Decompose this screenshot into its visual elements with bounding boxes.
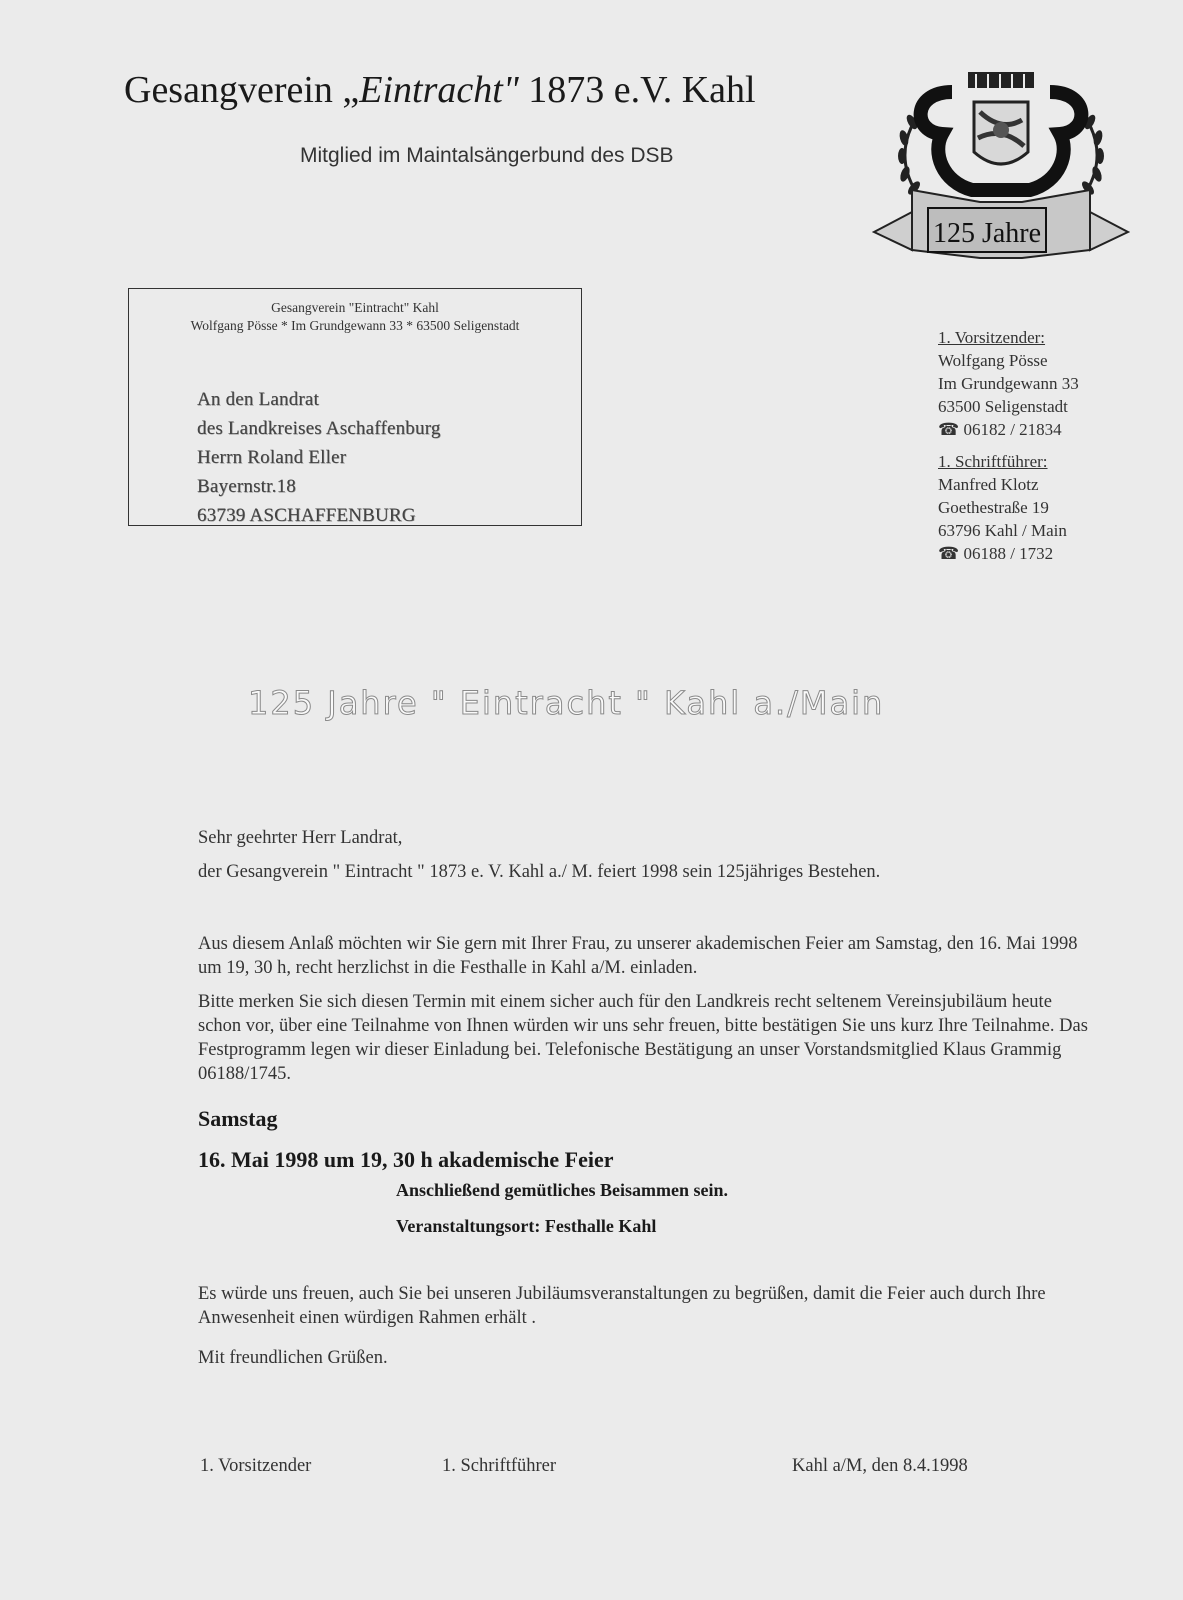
letterhead-title bbox=[124, 68, 756, 112]
chair-phone: 06182 / 21834 bbox=[963, 420, 1062, 439]
recipient-line: Bayernstr.18 bbox=[197, 476, 296, 497]
sender-line-1: Gesangverein "Eintracht" Kahl bbox=[271, 300, 439, 315]
title-italic-name: Eintracht" bbox=[359, 69, 519, 111]
phone-icon: ☎ bbox=[938, 420, 960, 439]
signature-chair: 1. Vorsitzender bbox=[200, 1456, 312, 1476]
letterhead-subtitle: Mitglied im Maintalsängerbund des DSB bbox=[300, 144, 674, 167]
event-main: 16. Mai 1998 um 19, 30 h akademische Feier bbox=[198, 1147, 614, 1172]
secretary-street: Goethestraße 19 bbox=[938, 498, 1049, 517]
club-logo bbox=[872, 72, 1130, 270]
recipient-line: des Landkreises Aschaffenburg bbox=[197, 418, 441, 439]
note-paragraph: Bitte merken Sie sich diesen Termin mit einem sicher auch für den Landkreis recht seltenem Vereinsjubiläum heute schon vor, über eine Teilnahme von Ihnen würden wir uns sehr freuen, bitte bestätigen Sie uns kurz Ihre Teilnahme. Das Festprogramm legen wir dieser Einladung bei. Telefonische Bestätigung an unser Vorstandsmitglied Klaus Grammig 06188/1745. bbox=[198, 992, 1088, 1084]
chair-role: 1. Vorsitzender: bbox=[938, 328, 1046, 347]
secretary-phone-line bbox=[938, 542, 1079, 565]
lyre-icon bbox=[921, 72, 1082, 194]
ribbon-text: 125 Jahre bbox=[932, 218, 1042, 249]
phone-icon: ☎ bbox=[938, 544, 960, 563]
chair-city: 63500 Seligenstadt bbox=[938, 397, 1068, 416]
regards: Mit freundlichen Grüßen. bbox=[198, 1348, 388, 1368]
event-venue: Veranstaltungsort: Festhalle Kahl bbox=[396, 1216, 657, 1236]
chair-street: Im Grundgewann 33 bbox=[938, 374, 1079, 393]
chair-phone-line bbox=[938, 418, 1079, 441]
chair-name: Wolfgang Pösse bbox=[938, 351, 1048, 370]
event-day: Samstag bbox=[198, 1106, 278, 1131]
anniversary-ribbon bbox=[874, 190, 1128, 258]
secretary-name: Manfred Klotz bbox=[938, 475, 1039, 494]
recipient-address bbox=[197, 385, 441, 530]
closing-paragraph: Es würde uns freuen, auch Sie bei unseren Jubiläumsveranstaltungen zu begrüßen, damit die Feier auch durch Ihre Anwesenheit einen würdigen Rahmen erhält . bbox=[198, 1284, 1046, 1328]
secretary-phone: 06188 / 1732 bbox=[963, 544, 1054, 563]
recipient-line: Herrn Roland Eller bbox=[197, 447, 347, 468]
intro-paragraph: der Gesangverein " Eintracht " 1873 e. V. Kahl a./ M. feiert 1998 sein 125jähriges Bestehen. bbox=[198, 862, 881, 882]
sender-line bbox=[129, 299, 581, 335]
subject-line: 125 Jahre " Eintracht " Kahl a./Main bbox=[248, 684, 885, 722]
invitation-paragraph: Aus diesem Anlaß möchten wir Sie gern mit Ihrer Frau, zu unserer akademischen Feier am Samstag, den 16. Mai 1998 um 19, 30 h, recht herzlichst in die Festhalle in Kahl a/M. einladen. bbox=[198, 934, 1078, 978]
address-window bbox=[128, 288, 582, 526]
title-prefix: Gesangverein „ bbox=[124, 69, 360, 111]
secretary-city: 63796 Kahl / Main bbox=[938, 521, 1067, 540]
recipient-line: An den Landrat bbox=[197, 389, 320, 410]
event-followup: Anschließend gemütliches Beisammen sein. bbox=[396, 1180, 729, 1200]
sender-line-2: Wolfgang Pösse * Im Grundgewann 33 * 63500 Seligenstadt bbox=[190, 318, 520, 333]
contact-block bbox=[938, 326, 1079, 565]
signature-secretary: 1. Schriftführer bbox=[442, 1456, 557, 1476]
place-date: Kahl a/M, den 8.4.1998 bbox=[792, 1456, 968, 1476]
secretary-role: 1. Schriftführer: bbox=[938, 452, 1048, 471]
recipient-line: 63739 ASCHAFFENBURG bbox=[197, 505, 416, 526]
salutation: Sehr geehrter Herr Landrat, bbox=[198, 828, 403, 848]
title-suffix: 1873 e.V. Kahl bbox=[518, 69, 756, 111]
